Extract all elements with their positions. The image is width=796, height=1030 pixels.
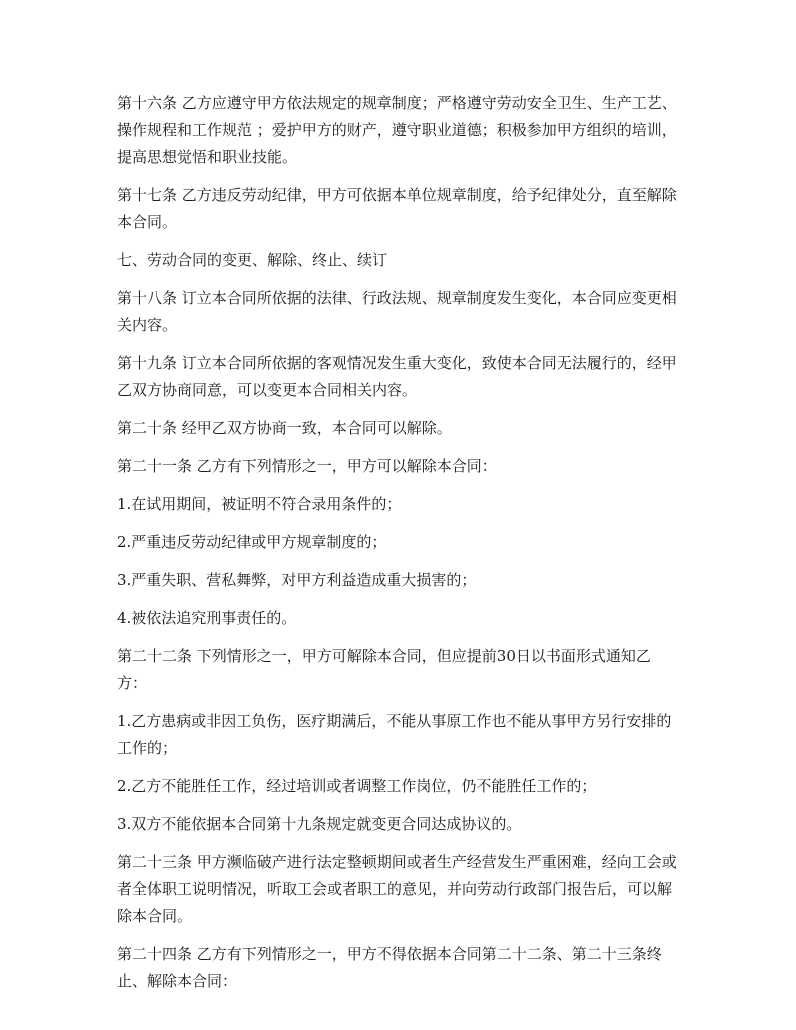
paragraph-article-22: 第二十二条 下列情形之一，甲方可解除本合同，但应提前30日以书面形式通知乙方：	[117, 647, 651, 692]
paragraph-article-17: 第十七条 乙方违反劳动纪律，甲方可依据本单位规章制度，给予纪律处分，直至解除本合同。	[117, 186, 677, 231]
list-item-22-2: 2.乙方不能胜任工作，经过培训或者调整工作岗位，仍不能胜任工作的；	[117, 777, 597, 795]
document-page	[117, 90, 677, 1006]
list-item-22-1: 1.乙方患病或非因工负伤，医疗期满后，不能从事原工作也不能从事甲方另行安排的工作的；	[117, 712, 672, 757]
paragraph-article-21: 第二十一条 乙方有下列情形之一，甲方可以解除本合同：	[117, 457, 497, 475]
paragraph-article-18: 第十八条 订立本合同所依据的法律、行政法规、规章制度发生变化，本合同应变更相关内容。	[117, 289, 677, 334]
paragraph-article-16: 第十六条 乙方应遵守甲方依法规定的规章制度；严格遵守劳动安全卫生、生产工艺、操作规程和工作规范 ；爱护甲方的财产，遵守职业道德；积极参加甲方组织的培训，提高思想觉悟和职业技能。	[117, 94, 677, 166]
paragraph-article-24: 第二十四条 乙方有下列情形之一，甲方不得依据本合同第二十二条、第二十三条终止、解除本合同：	[117, 945, 662, 990]
list-item-21-1: 1.在试用期间，被证明不符合录用条件的；	[117, 495, 402, 513]
list-item-21-2: 2.严重违反劳动纪律或甲方规章制度的；	[117, 533, 387, 551]
list-item-21-3: 3.严重失职、营私舞弊，对甲方利益造成重大损害的；	[117, 571, 477, 589]
paragraph-article-20: 第二十条 经甲乙双方协商一致，本合同可以解除。	[117, 419, 452, 437]
list-item-22-3: 3.双方不能依据本合同第十九条规定就变更合同达成协议的。	[117, 815, 522, 833]
paragraph-article-19: 第十九条 订立本合同所依据的客观情况发生重大变化，致使本合同无法履行的，经甲乙双方协商同意，可以变更本合同相关内容。	[117, 354, 677, 399]
section-heading-7: 七、劳动合同的变更、解除、终止、续订	[117, 251, 388, 269]
paragraph-article-23: 第二十三条 甲方濒临破产进行法定整顿期间或者生产经营发生严重困难，经向工会或者全体职工说明情况，听取工会或者职工的意见，并向劳动行政部门报告后，可以解除本合同。	[117, 853, 677, 925]
list-item-21-4: 4.被依法追究刑事责任的。	[117, 609, 297, 627]
